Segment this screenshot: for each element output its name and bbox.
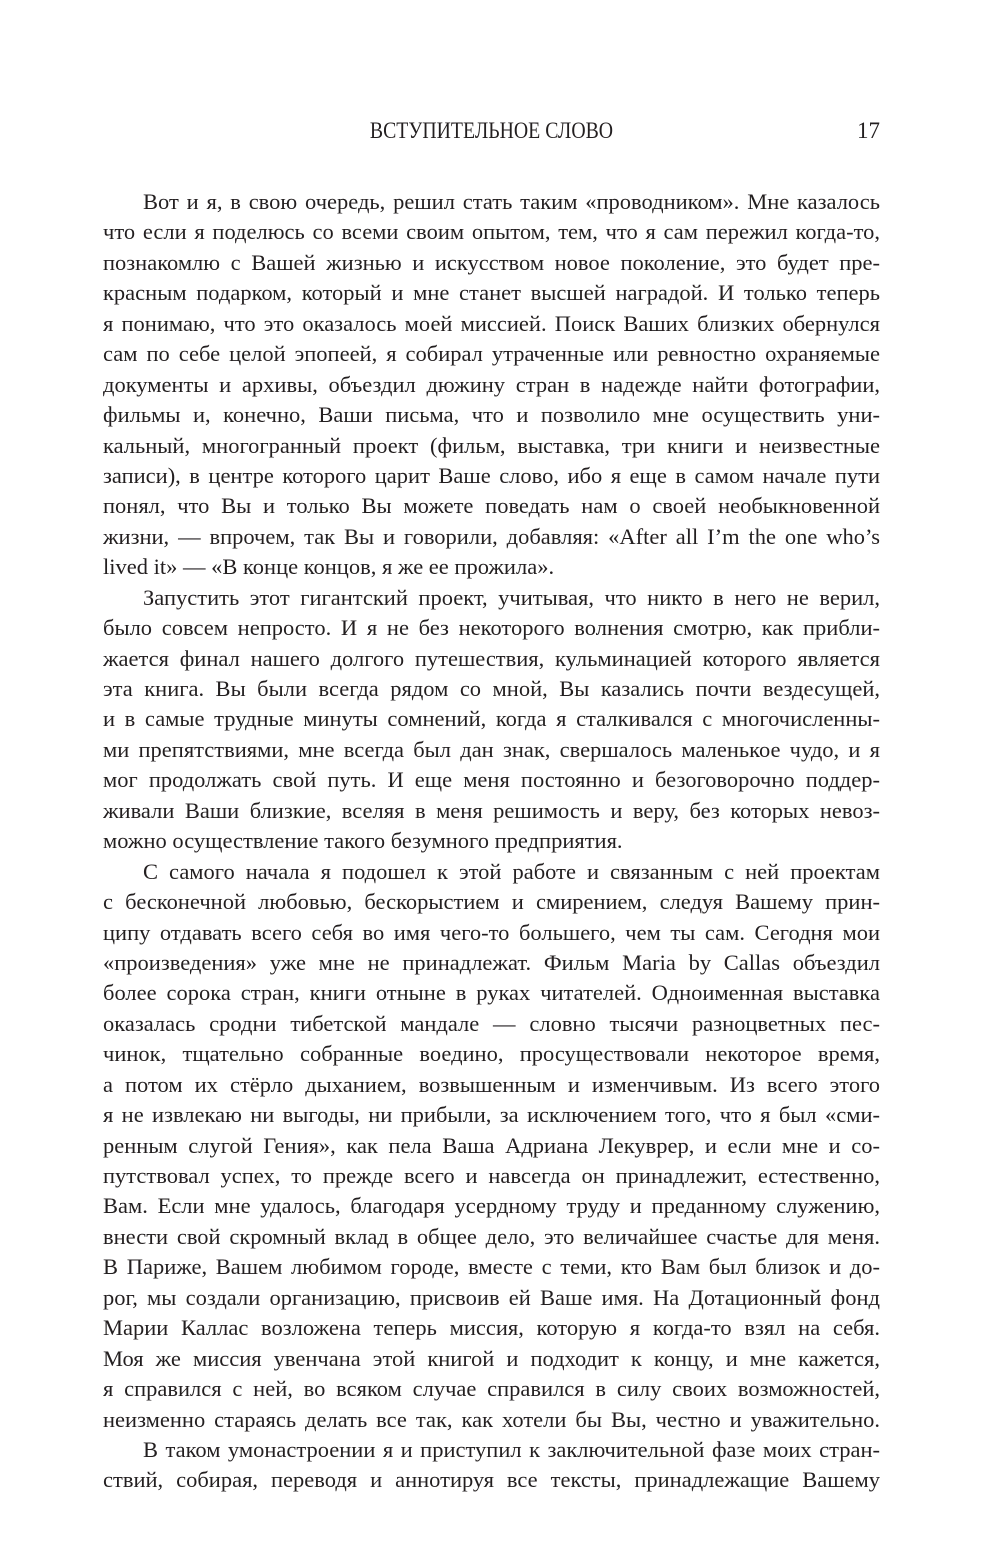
text-line: чинок, тщательно собранные воедино, просуществовали некоторое время, <box>103 1041 880 1067</box>
text-line: ствий, собирая, переводя и аннотируя все тексты, принадлежащие Вашему <box>103 1467 880 1493</box>
text-line: неизменно стараясь делать все так, как хотели бы Вы, честно и уважительно. <box>103 1406 880 1432</box>
running-head <box>103 118 880 150</box>
text-line: lived it» — «В конце концов, я же ее прожила». <box>103 554 555 580</box>
text-line: живали Ваши близкие, вселяя в меня решимость и веру, без которых невоз- <box>103 797 880 823</box>
text-line: что если я поделюсь со всеми своим опытом, тем, что я сам пережил когда-то, <box>103 219 880 245</box>
text-line: и в самые трудные минуты сомнений, когда я сталкивался с многочисленны- <box>103 706 880 732</box>
body-text <box>103 187 880 1496</box>
text-line: жается финал нашего долгого путешествия, кульминацией которого является <box>103 645 880 671</box>
text-line: можно осуществление такого безумного предприятия. <box>103 828 623 854</box>
text-line: внести свой скромный вклад в общее дело, это величайшее счастье для меня. <box>103 1223 880 1249</box>
text-line: записи), в центре которого царит Ваше слово, ибо я еще в самом начале пути <box>103 462 880 488</box>
text-line: документы и архивы, объездил дюжину стран в надежде найти фотографии, <box>103 371 880 397</box>
text-line: Вам. Если мне удалось, благодаря усердному труду и преданному служению, <box>103 1193 880 1219</box>
text-line: жизни, — впрочем, так Вы и говорили, добавляя: «After all I’m the one who’s <box>103 523 880 549</box>
text-line: ми препятствиями, мне всегда был дан знак, свершалось маленькое чудо, и я <box>103 736 880 762</box>
text-line: В таком умонастроении я и приступил к заключительной фазе моих стран- <box>143 1436 880 1462</box>
text-line: Вот и я, в свою очередь, решил стать таким «проводником». Мне казалось <box>143 189 880 214</box>
text-line: оказалась сродни тибетской мандале — словно тысячи разноцветных пес- <box>103 1010 880 1036</box>
text-line: познакомлю с Вашей жизнью и искусством новое поколение, это будет пре- <box>103 249 880 275</box>
text-line: эта книга. Вы были всегда рядом со мной, Вы казались почти вездесущей, <box>103 676 880 701</box>
text-line: более сорока стран, книги отныне в руках читателей. Одноименная выставка <box>103 980 880 1006</box>
text-line: было совсем непросто. И я не без некоторого волнения смотрю, как прибли- <box>103 615 880 641</box>
text-line: Моя же миссия увенчана этой книгой и подходит к концу, и мне кажется, <box>103 1345 880 1371</box>
text-line: ципу отдавать всего себя во имя чего-то большего, чем ты сам. Сегодня мои <box>103 919 880 945</box>
text-line: рог, мы создали организацию, присвоив ей Ваше имя. На Дотационный фонд <box>103 1284 880 1310</box>
text-line: «произведения» уже мне не принадлежат. Фильм Maria by Callas объездил <box>103 949 880 975</box>
text-line: С самого начала я подошел к этой работе и связанным с ней проектам <box>143 858 880 884</box>
text-line: понял, что Вы и только Вы можете поведать нам о своей необыкновенной <box>103 493 880 519</box>
text-line: я справился с ней, во всяком случае справился в силу своих возможностей, <box>103 1376 880 1402</box>
text-line: я не извлекаю ни выгоды, ни прибыли, за исключением того, что я был «сми- <box>103 1102 880 1128</box>
text-line: я понимаю, что это оказалось моей миссией. Поиск Ваших близких обернулся <box>103 310 880 336</box>
text-line: с бесконечной любовью, бескорыстием и смирением, следуя Вашему прин- <box>103 889 880 915</box>
text-line: красным подарком, который и мне станет высшей наградой. И только теперь <box>103 280 880 306</box>
text-line: ренным слугой Гения», как пела Ваша Адриана Лекуврер, и если мне и со- <box>103 1132 880 1158</box>
text-line: мог продолжать свой путь. И еще меня постоянно и безоговорочно поддер- <box>103 767 880 793</box>
text-line: путствовал успех, то прежде всего и навсегда он принадлежит, естественно, <box>103 1163 880 1188</box>
text-line: Запустить этот гигантский проект, учитывая, что никто в него не верил, <box>143 584 880 610</box>
text-line: фильмы и, конечно, Ваши письма, что и позволило мне осуществить уни- <box>103 402 880 428</box>
running-title: ВСТУПИТЕЛЬНОЕ СЛОВО <box>369 118 614 143</box>
text-line: Марии Каллас возложена теперь миссия, которую я когда-то взял на себя. <box>103 1315 880 1341</box>
text-line: кальный, многогранный проект (фильм, выставка, три книги и неизвестные <box>103 432 880 458</box>
text-line: сам по себе целой эпопеей, я собирал утраченные или ревностно охраняемые <box>103 341 880 367</box>
text-line: В Париже, Вашем любимом городе, вместе с теми, кто Вам был близок и до- <box>103 1254 880 1280</box>
page-number: 17 <box>857 118 880 143</box>
text-line: а потом их стёрло дыханием, возвышенным и изменчивым. Из всего этого <box>103 1071 880 1097</box>
